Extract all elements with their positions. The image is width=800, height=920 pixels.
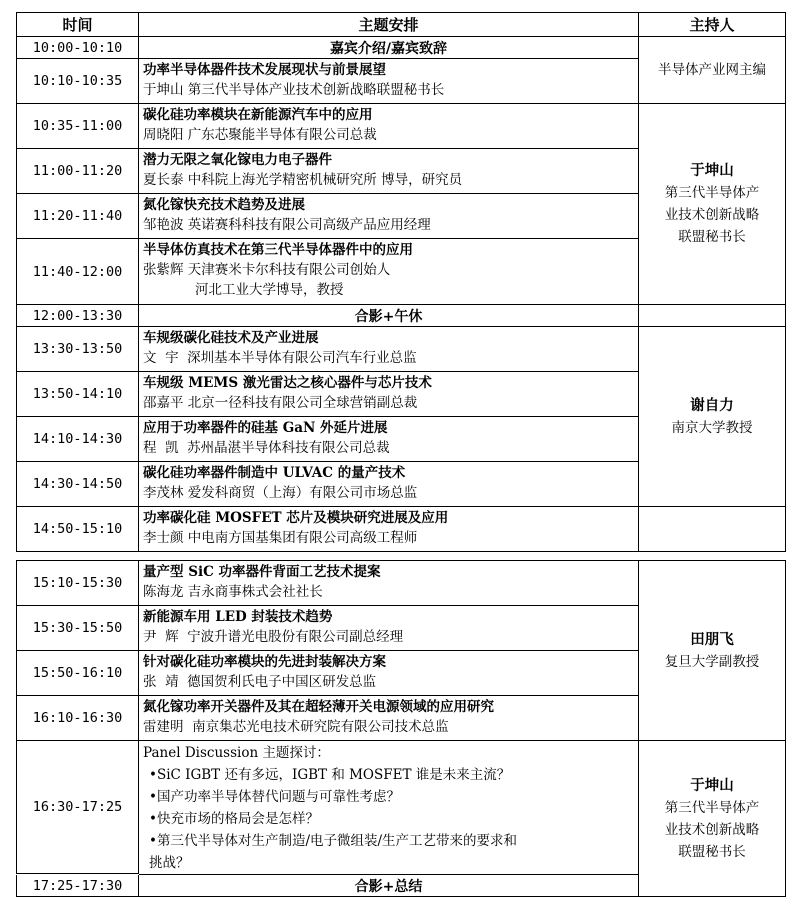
panel-question: •第三代半导体对生产制造/电子微组装/生产工艺带来的要求和: [149, 833, 518, 849]
header-topic: 主题安排: [139, 12, 639, 37]
time-cell: 12:00-13:30: [16, 305, 139, 327]
speaker-affiliation: 河北工业大学博导，教授: [195, 282, 344, 298]
speaker: 于坤山 第三代半导体产业技术创新战略联盟秘书长: [143, 82, 445, 98]
speaker: 尹 辉 宁波升谱光电股份有限公司副总经理: [143, 629, 404, 645]
host-title: 第三代半导体产: [664, 799, 760, 816]
speaker: 邹艳波 英诺赛科科技有限公司高级产品应用经理: [143, 217, 431, 233]
speaker: 文 宇 深圳基本半导体有限公司汽车行业总监: [143, 350, 417, 366]
topic-cell: [139, 149, 639, 194]
topic-title: 碳化硅功率模块在新能源汽车中的应用: [143, 107, 373, 123]
header-time: 时间: [16, 12, 139, 37]
speaker: 李士颜 中电南方国基集团有限公司高级工程师: [143, 530, 418, 546]
host-cell: [639, 104, 786, 305]
topic-cell: [139, 606, 639, 651]
host-title: 复旦大学副教授: [664, 653, 760, 670]
topic-title: 氮化镓功率开关器件及其在超轻薄开关电源领域的应用研究: [143, 699, 494, 715]
topic-cell: [139, 194, 639, 239]
time-cell: 14:10-14:30: [16, 417, 139, 462]
time-cell: 11:00-11:20: [16, 149, 139, 194]
panel-question: •国产功率半导体替代问题与可靠性考虑？: [149, 789, 400, 805]
topic-cell: [139, 651, 639, 696]
topic-cell: [139, 507, 639, 552]
time-cell: 11:20-11:40: [16, 194, 139, 239]
agenda-table: [16, 12, 786, 897]
table-gap: [16, 552, 786, 560]
time-cell: 16:10-16:30: [16, 696, 139, 741]
topic-title: 车规级 MEMS 激光雷达之核心器件与芯片技术: [143, 375, 432, 391]
empty-host-cell: [639, 507, 786, 552]
label-cell: 合影+午休: [139, 305, 639, 327]
host-cell: [639, 741, 786, 897]
label-cell: 合影+总结: [139, 875, 639, 897]
topic-title: 车规级碳化硅技术及产业进展: [143, 330, 319, 346]
time-cell: 14:30-14:50: [16, 462, 139, 507]
label-cell: 嘉宾介绍/嘉宾致辞: [139, 37, 639, 59]
time-cell: 17:25-17:30: [16, 875, 139, 897]
topic-title: 功率碳化硅 MOSFET 芯片及模块研究进展及应用: [143, 510, 449, 526]
host-cell: [639, 37, 786, 104]
host-title: 南京大学教授: [671, 419, 753, 436]
topic-title: 新能源车用 LED 封装技术趋势: [143, 609, 333, 625]
host-name: 于坤山: [690, 162, 734, 179]
host-cell: [639, 560, 786, 741]
time-cell: 14:50-15:10: [16, 507, 139, 552]
panel-title: Panel Discussion 主题探讨：: [143, 745, 330, 761]
host-name: 谢自力: [690, 396, 734, 414]
topic-title: 碳化硅功率器件制造中 ULVAC 的量产技术: [143, 465, 406, 481]
topic-title: 量产型 SiC 功率器件背面工艺技术提案: [143, 564, 381, 580]
host-title: 半导体产业网主编: [658, 62, 766, 78]
topic-cell: [139, 372, 639, 417]
speaker: 张 靖 德国贺利氏电子中国区研发总监: [143, 674, 377, 690]
speaker: 程 凯 苏州晶湛半导体科技有限公司总裁: [143, 440, 390, 456]
topic-cell: [139, 696, 639, 741]
speaker: 李茂林 爱发科商贸（上海）有限公司市场总监: [143, 485, 418, 501]
time-cell: 10:00-10:10: [16, 37, 139, 59]
host-title: 第三代半导体产: [664, 185, 760, 201]
host-title: 业技术创新战略: [664, 821, 760, 838]
time-cell: 15:50-16:10: [16, 651, 139, 696]
topic-cell: [139, 462, 639, 507]
topic-title: 功率半导体器件技术发展现状与前景展望: [143, 62, 386, 78]
topic-title: 针对碳化硅功率模块的先进封装解决方案: [143, 654, 386, 670]
time-cell: 10:10-10:35: [16, 59, 139, 104]
topic-cell: [139, 104, 639, 149]
topic-title: 半导体仿真技术在第三代半导体器件中的应用: [143, 242, 413, 258]
header-host: 主持人: [639, 12, 786, 37]
speaker: 张紫辉 天津赛米卡尔科技有限公司创始人: [143, 262, 391, 278]
time-cell: 16:30-17:25: [16, 741, 139, 874]
speaker: 雷建明 南京集芯光电技术研究院有限公司技术总监: [143, 719, 449, 735]
time-cell: 11:40-12:00: [16, 239, 139, 305]
speaker: 夏长泰 中科院上海光学精密机械研究所 博导，研究员: [143, 172, 463, 188]
topic-cell: [139, 59, 639, 104]
topic-cell: [139, 560, 639, 606]
panel-question: •快充市场的格局会是怎样？: [149, 811, 319, 827]
topic-title: 应用于功率器件的硅基 GaN 外延片进展: [143, 420, 388, 436]
topic-title: 氮化镓快充技术趋势及进展: [143, 197, 305, 213]
host-name: 田朋飞: [690, 630, 734, 648]
panel-question-continued: 挑战？: [149, 855, 190, 871]
host-cell: [639, 327, 786, 507]
topic-title: 潜力无限之氧化镓电力电子器件: [143, 152, 332, 168]
host-title: 业技术创新战略: [664, 207, 760, 223]
speaker: 周晓阳 广东芯聚能半导体有限公司总裁: [143, 127, 377, 143]
empty-host-cell: [639, 305, 786, 327]
host-name: 于坤山: [690, 776, 734, 794]
host-title: 联盟秘书长: [678, 843, 746, 860]
time-cell: 10:35-11:00: [16, 104, 139, 149]
time-cell: 15:30-15:50: [16, 606, 139, 651]
topic-cell: [139, 417, 639, 462]
panel-cell: [139, 741, 639, 875]
time-cell: 13:50-14:10: [16, 372, 139, 417]
topic-cell: [139, 327, 639, 372]
time-cell: 13:30-13:50: [16, 327, 139, 372]
time-cell: 15:10-15:30: [16, 560, 139, 606]
speaker: 陈海龙 吉永商事株式会社社长: [143, 584, 323, 600]
host-title: 联盟秘书长: [678, 229, 746, 245]
topic-cell: [139, 239, 639, 305]
speaker: 邵嘉平 北京一径科技有限公司全球营销副总裁: [143, 395, 418, 411]
panel-question: •SiC IGBT 还有多远，IGBT 和 MOSFET 谁是未来主流？: [149, 767, 511, 783]
